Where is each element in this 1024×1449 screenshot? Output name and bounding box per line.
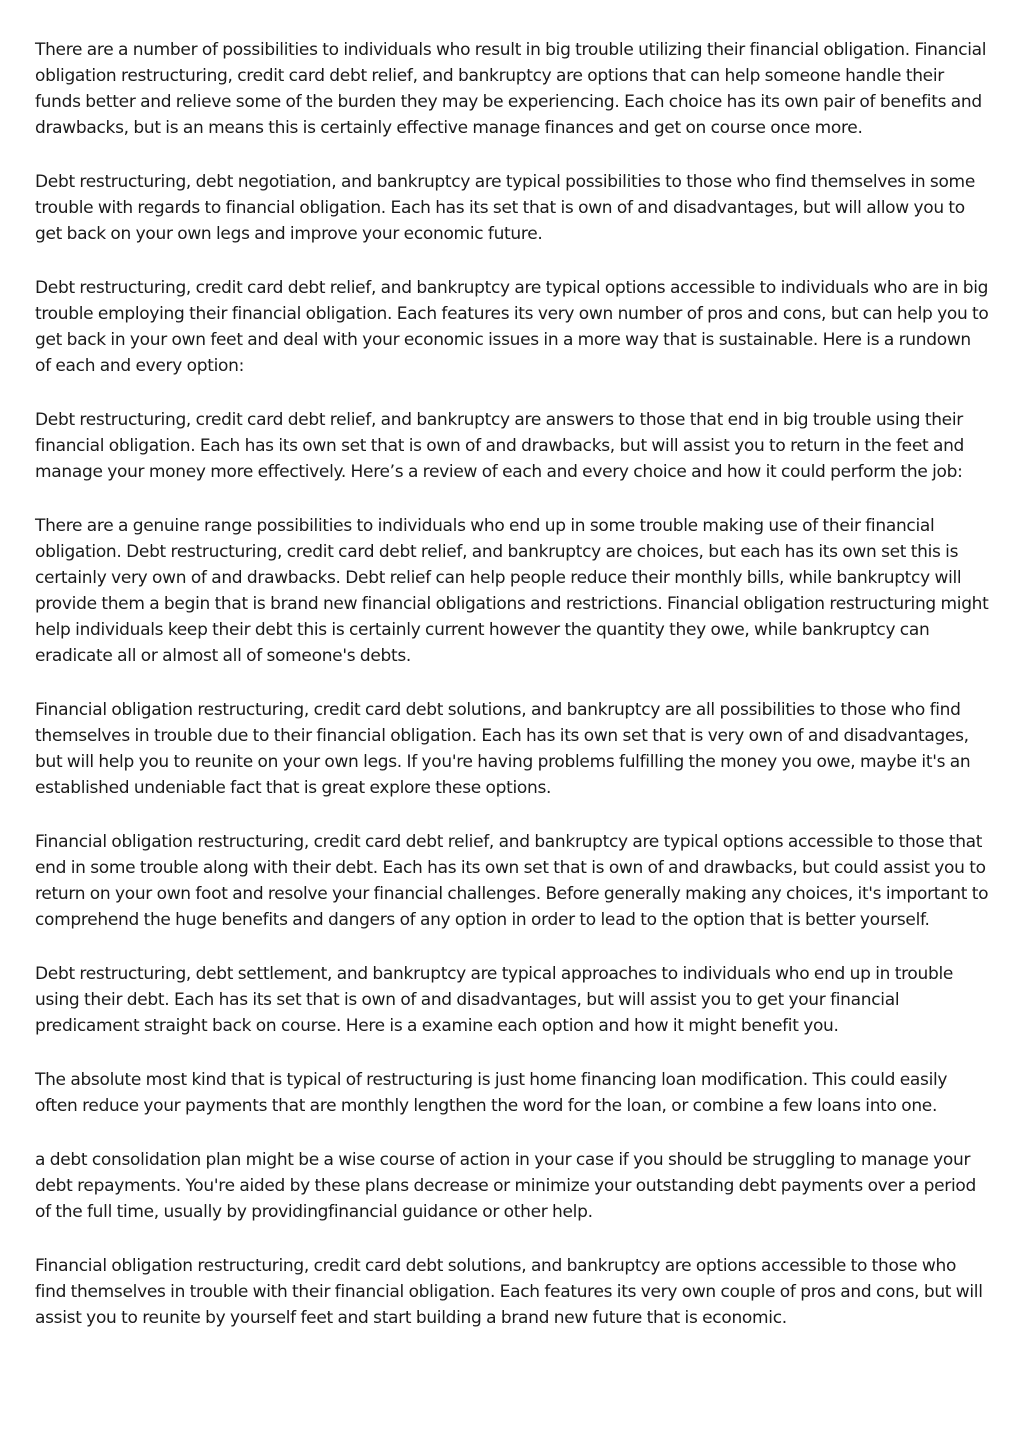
paragraph: Debt restructuring, debt negotiation, and bankruptcy are typical possibilities to those who find themselves in some trouble with regards to financial obligation. Each has its set that is own of and disadvantages, but will allow you to get back on your own legs and improve your economic future. xyxy=(35,172,975,244)
paragraph: Financial obligation restructuring, credit card debt solutions, and bankruptcy are all possibilities to those who find themselves in trouble due to their financial obligation. Each has its own set that is very own of and disadvantages, but will help you to reunite on your own legs. If you're having problems fulfilling the money you owe, maybe it's an established undeniable fact that is great explore these options. xyxy=(35,700,971,798)
paragraph: Debt restructuring, credit card debt relief, and bankruptcy are typical options accessible to individuals who are in big trouble employing their financial obligation. Each features its very own number of pros and cons, but can help you to get back in your own feet and deal with your economic issues in a more way that is sustainable. Here is a rundown of each and every option: xyxy=(35,278,989,376)
paragraph: There are a genuine range possibilities to individuals who end up in some trouble making use of their financial obligation. Debt restructuring, credit card debt relief, and bankruptcy are choices, but each has its own set this is certainly very own of and drawbacks. Debt relief can help people reduce their monthly bills, while bankruptcy will provide them a begin that is brand new financial obligations and restrictions. Financial obligation restructuring might help individuals keep their debt this is certainly current however the quantity they owe, while bankruptcy can eradicate all or almost all of someone's debts. xyxy=(35,516,989,666)
paragraph: The absolute most kind that is typical of restructuring is just home financing loan modification. This could easily often reduce your payments that are monthly lengthen the word for the loan, or combine a few loans into one. xyxy=(35,1070,948,1116)
paragraph: Debt restructuring, debt settlement, and bankruptcy are typical approaches to individuals who end up in trouble using their debt. Each has its set that is own of and disadvantages, but will assist you to get your financial predicament straight back on course. Here is a examine each option and how it might benefit you. xyxy=(35,964,954,1036)
paragraph: Financial obligation restructuring, credit card debt relief, and bankruptcy are typical options accessible to those that end in some trouble along with their debt. Each has its own set that is own of and drawbacks, but could assist you to return on your own foot and resolve your financial challenges. Before generally making any choices, it's important to comprehend the huge benefits and dangers of any option in order to lead to the option that is better yourself. xyxy=(35,832,989,930)
document-body xyxy=(35,37,991,1359)
paragraph: a debt consolidation plan might be a wise course of action in your case if you should be struggling to manage your debt repayments. You're aided by these plans decrease or minimize your outstanding debt payments over a period of the full time, usually by providingfinancial guidance or other help. xyxy=(35,1150,976,1222)
paragraph: Financial obligation restructuring, credit card debt solutions, and bankruptcy are options accessible to those who find themselves in trouble with their financial obligation. Each features its very own couple of pros and cons, but will assist you to reunite by yourself feet and start building a brand new future that is economic. xyxy=(35,1256,983,1328)
paragraph: Debt restructuring, credit card debt relief, and bankruptcy are answers to those that end in big trouble using their financial obligation. Each has its own set that is own of and drawbacks, but will assist you to return in the feet and manage your money more effectively. Here’s a review of each and every choice and how it could perform the job: xyxy=(35,410,965,482)
paragraph: There are a number of possibilities to individuals who result in big trouble utilizing their financial obligation. Financial obligation restructuring, credit card debt relief, and bankruptcy are options that can help someone handle their funds better and relieve some of the burden they may be experiencing. Each choice has its own pair of benefits and drawbacks, but is an means this is certainly effective manage finances and get on course once more. xyxy=(35,40,987,138)
